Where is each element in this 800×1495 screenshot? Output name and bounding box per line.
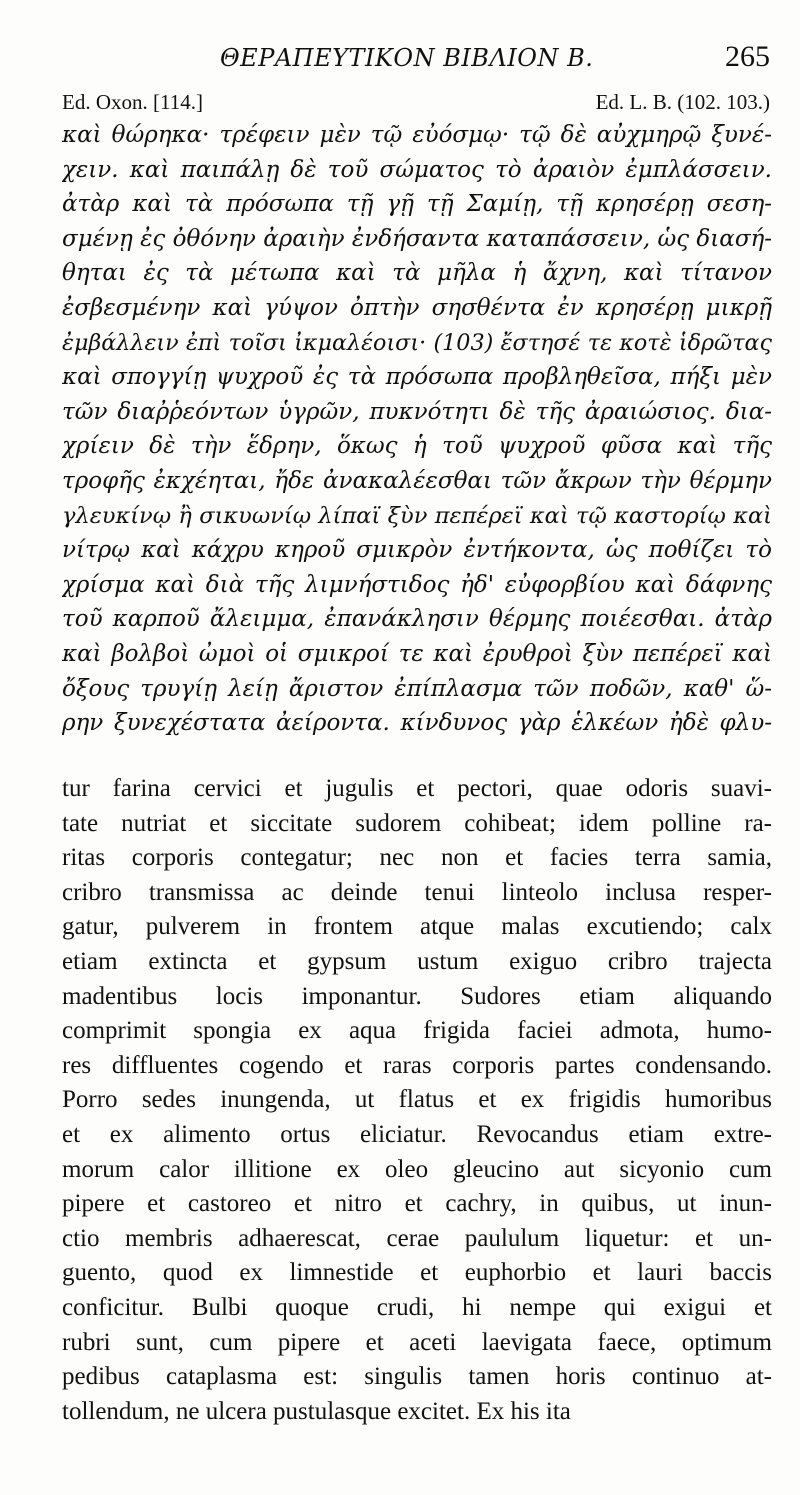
latin-line: guento, quod ex limnestide et euphorbio et lauri baccis xyxy=(62,1259,772,1287)
edition-references xyxy=(62,90,770,120)
latin-line: morum calor illitione ex oleo gleucino aut sicyonio cum xyxy=(62,1155,772,1183)
page-number: 265 xyxy=(725,40,770,73)
greek-line: ρην ξυνεχέστατα ἀείροντα. κίνδυνος γὰρ ἑλκέων ἠδὲ φλυ- xyxy=(62,710,772,737)
greek-line: τοῦ καρποῦ ἄλειμμα, ἐπανάκλησιν θέρμης ποιέεσθαι. ἀτὰρ xyxy=(62,606,772,633)
latin-line: tollendum, ne ulcera pustulasque excitet. Ex his ita xyxy=(62,1397,571,1425)
greek-line: χειν. καὶ παιπάλῃ δὲ τοῦ σώματος τὸ ἀραιὸν ἐμπλάσσειν. xyxy=(62,156,772,183)
latin-line: ritas corporis contegatur; nec non et facies terra samia, xyxy=(62,844,772,872)
latin-line: res diffluentes cogendo et raras corporis partes condensando. xyxy=(62,1051,772,1079)
greek-line: καὶ σπογγίῃ ψυχροῦ ἐς τὰ πρόσωπα προβληθεῖσα, πήξι μὲν xyxy=(62,364,772,391)
greek-line: ἀτὰρ καὶ τὰ πρόσωπα τῇ γῇ τῇ Σαμίῃ, τῇ κρησέρῃ σεση- xyxy=(62,191,772,218)
latin-line: cribro transmissa ac deinde tenui linteolo inclusa resper- xyxy=(62,878,772,906)
greek-line: καὶ βολβοὶ ὠμοὶ οἱ σμικροί τε καὶ ἐρυθροὶ ξὺν πεπέρεϊ καὶ xyxy=(62,640,772,667)
latin-line: conficitur. Bulbi quoque crudi, hi nempe qui exigui et xyxy=(62,1293,772,1321)
latin-line: rubri sunt, cum pipere et aceti laevigata faece, optimum xyxy=(62,1328,772,1356)
latin-line: gatur, pulverem in frontem atque malas excutiendo; calx xyxy=(62,913,772,941)
greek-line: ἐμβάλλειν ἐπὶ τοῖσι ἰκμαλέοισι· (103) ἔστησέ τε κοτὲ ἱδρῶτας xyxy=(62,329,772,356)
greek-line: τῶν διαῤῥεόντων ὑγρῶν, πυκνότητι δὲ τῆς ἀραιώσιος. δια- xyxy=(62,398,772,425)
latin-line: ctio membris adhaerescat, cerae paululum liquetur: et un- xyxy=(62,1224,772,1252)
greek-text-block xyxy=(62,118,772,741)
latin-text-block xyxy=(62,772,772,1429)
greek-line: νίτρῳ καὶ κάχρυ κηροῦ σμικρὸν ἐντήκοντα, ὡς ποθίζει τὸ xyxy=(62,537,772,564)
greek-line: σμένῃ ἐς ὀθόνην ἀραιὴν ἐνδήσαντα καταπάσσειν, ὡς διασή- xyxy=(62,225,772,252)
greek-line: θηται ἐς τὰ μέτωπα καὶ τὰ μῆλα ἡ ἄχνη, καὶ τίτανον xyxy=(62,260,772,287)
greek-line: ὄξους τρυγίῃ λείῃ ἄριστον ἐπίπλασμα τῶν ποδῶν, καθ' ὥ- xyxy=(62,675,772,702)
latin-line: tate nutriat et siccitate sudorem cohibeat; idem polline ra- xyxy=(62,809,772,837)
latin-line: et ex alimento ortus eliciatur. Revocandus etiam extre- xyxy=(62,1120,772,1148)
greek-line: ἐσβεσμένην καὶ γύψον ὀπτὴν σησθέντα ἐν κρησέρῃ μικρῇ xyxy=(62,294,772,321)
edition-reference-oxford: Ed. Oxon. [114.] xyxy=(62,90,203,114)
latin-line: tur farina cervici et jugulis et pectori, quae odoris suavi- xyxy=(62,775,772,802)
greek-line: τροφῆς ἐκχέηται, ἤδε ἀνακαλέεσθαι τῶν ἄκρων τὴν θέρμην xyxy=(62,467,772,494)
greek-line: χρίσμα καὶ διὰ τῆς λιμνήστιδος ἠδ' εὐφορβίου καὶ δάφνης xyxy=(62,571,772,598)
latin-line: etiam extincta et gypsum ustum exiguo cribro trajecta xyxy=(62,947,772,975)
edition-reference-lb: Ed. L. B. (102. 103.) xyxy=(595,90,770,114)
latin-line: comprimit spongia ex aqua frigida faciei admota, humo- xyxy=(62,1017,772,1045)
latin-line: pedibus cataplasma est: singulis tamen horis continuo at- xyxy=(62,1363,772,1391)
greek-line: χρίειν δὲ τὴν ἕδρην, ὅκως ἡ τοῦ ψυχροῦ φῦσα καὶ τῆς xyxy=(62,433,772,460)
latin-line: madentibus locis imponantur. Sudores etiam aliquando xyxy=(62,982,772,1010)
running-title: ΘΕΡΑΠΕΥΤΙΚΟΝ ΒΙΒΛΙΟΝ Β. xyxy=(220,44,594,72)
greek-line: γλευκίνῳ ἢ σικυωνίῳ λίπαϊ ξὺν πεπέρεϊ καὶ τῷ καστορίῳ καὶ xyxy=(62,502,772,529)
latin-line: Porro sedes inungenda, ut flatus et ex frigidis humoribus xyxy=(62,1086,772,1114)
greek-line: καὶ θώρηκα· τρέφειν μὲν τῷ εὐόσμῳ· τῷ δὲ αὐχμηρῷ ξυνέ- xyxy=(62,122,772,148)
page-header xyxy=(60,38,770,78)
latin-line: pipere et castoreo et nitro et cachry, in quibus, ut inun- xyxy=(62,1190,772,1218)
